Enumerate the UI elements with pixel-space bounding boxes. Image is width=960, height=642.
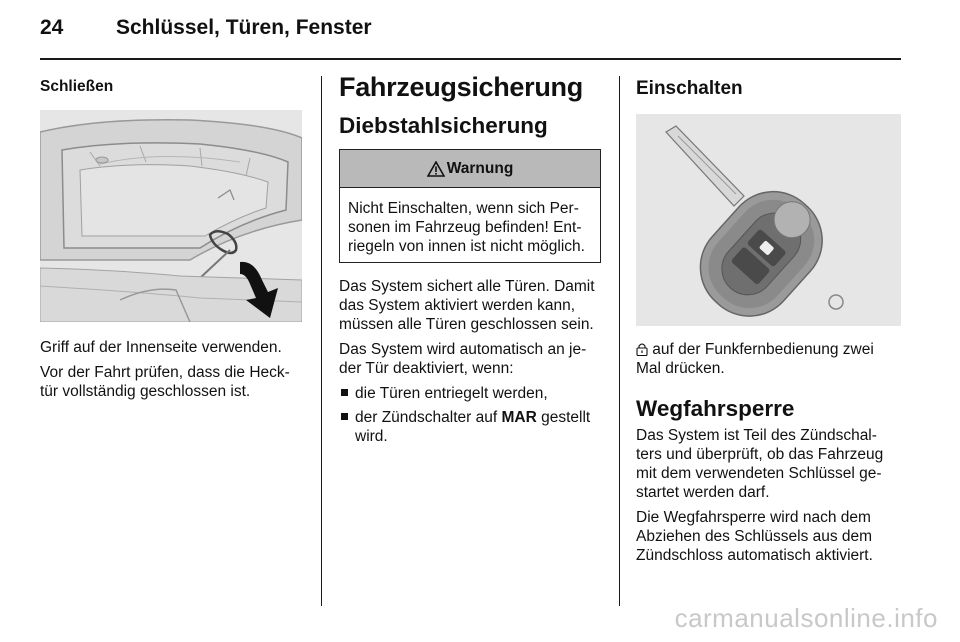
warning-header (340, 150, 600, 188)
warning-icon (427, 161, 445, 177)
bullet-list (339, 384, 603, 446)
tailgate-drawing (40, 110, 302, 322)
chapter-title: Schlüssel, Türen, Fenster (116, 16, 372, 39)
lock-icon (636, 342, 648, 356)
paragraph (636, 508, 901, 565)
warning-text (340, 188, 600, 262)
column-3 (636, 72, 901, 571)
paragraph (40, 363, 302, 401)
text-line: Nicht Einschalten, wenn sich Per- (348, 200, 579, 217)
ignition-position-mar: MAR (501, 409, 537, 426)
paragraph (339, 340, 603, 378)
text-line: riegeln von innen ist nicht möglich. (348, 238, 585, 255)
section-heading-fahrzeugsicherung: Fahrzeugsicherung (339, 72, 583, 102)
text-line: startet werden darf. (636, 484, 770, 501)
bullet-icon (341, 413, 348, 420)
bullet-icon (341, 389, 348, 396)
watermark: carmanualsonline.info (674, 603, 938, 633)
list-item-text: die Türen entriegelt werden, (355, 385, 548, 402)
paragraph: Griff auf der Innenseite verwenden. (40, 339, 282, 356)
section-heading-wegfahrsperre: Wegfahrsperre (636, 396, 795, 421)
paragraph (636, 340, 901, 378)
warning-box (339, 149, 601, 263)
section-heading-einschalten: Einschalten (636, 78, 743, 99)
paragraph (636, 426, 901, 502)
column-divider-1 (321, 76, 322, 606)
text-line: Zündschloss automatisch aktiviert. (636, 547, 873, 564)
text-line: Die Wegfahrsperre wird nach dem (636, 509, 871, 526)
column-divider-2 (619, 76, 620, 606)
tailgate-illustration (40, 110, 302, 322)
text-line: das System aktiviert werden kann, (339, 297, 576, 314)
section-heading-schliessen: Schließen (40, 78, 114, 95)
text-line: Das System sichert alle Türen. Damit (339, 278, 595, 295)
text-line: Vor der Fahrt prüfen, dass die Heck- (40, 364, 290, 381)
text-line: tür vollständig geschlossen ist. (40, 383, 251, 400)
list-item (339, 384, 603, 403)
subsection-heading-diebstahlsicherung: Diebstahlsicherung (339, 113, 548, 138)
column-2 (339, 72, 603, 451)
text-line: auf der Funkfernbedienung zwei (648, 341, 874, 358)
text-line: der Tür deaktiviert, wenn: (339, 360, 514, 377)
text-line: ters und überprüft, ob das Fahrzeug (636, 446, 884, 463)
remote-key-drawing (636, 114, 901, 326)
text-line: Abziehen des Schlüssels aus dem (636, 528, 873, 545)
list-item-text: wird. (355, 428, 388, 445)
remote-key-illustration (636, 114, 901, 326)
header-rule (40, 58, 901, 60)
list-item-text: gestellt (536, 409, 591, 426)
page-number: 24 (40, 16, 64, 39)
text-line: Das System ist Teil des Zündschal- (636, 427, 877, 444)
paragraph (339, 277, 603, 334)
text-line: Das System wird automatisch an je- (339, 341, 587, 358)
warning-title: Warnung (446, 159, 514, 177)
text-line: sonen im Fahrzeug befinden! Ent- (348, 219, 582, 236)
text-line: mit dem verwendeten Schlüssel ge- (636, 465, 882, 482)
list-item (339, 408, 603, 446)
text-line: Mal drücken. (636, 360, 725, 377)
list-item-text: der Zündschalter auf (355, 409, 502, 426)
text-line: müssen alle Türen geschlossen sein. (339, 316, 594, 333)
column-1 (40, 72, 302, 401)
